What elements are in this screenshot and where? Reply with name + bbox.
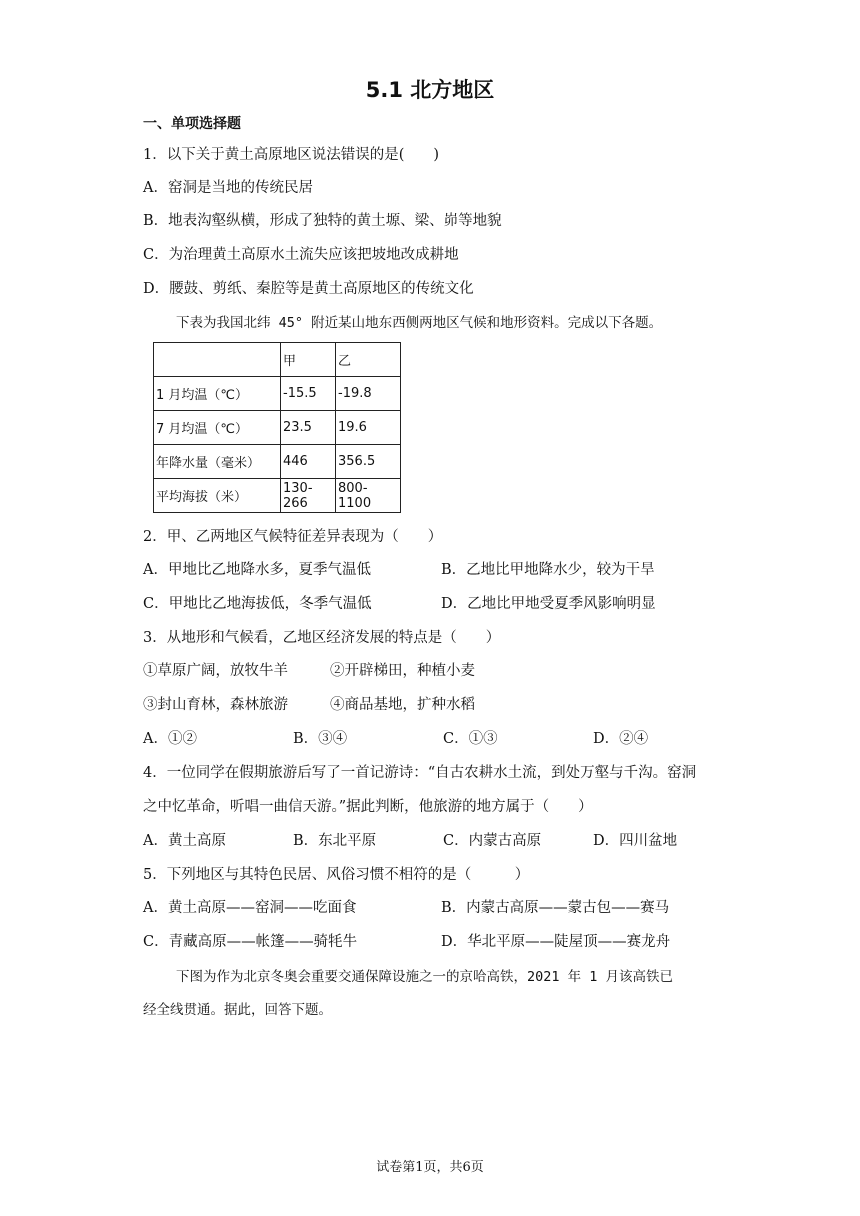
q3-item-1: ①草原广阔，放牧牛羊 bbox=[143, 663, 288, 679]
climate-table bbox=[153, 342, 401, 513]
q2-option-c: C．甲地比乙地海拔低，冬季气温低 bbox=[143, 596, 372, 612]
q2-option-b: B．乙地比甲地降水少，较为干旱 bbox=[441, 562, 655, 578]
q3-option-c: C．①③ bbox=[443, 731, 498, 747]
q2-option-d: D．乙地比甲地受夏季风影响明显 bbox=[441, 596, 656, 612]
q5-option-c: C．青藏高原——帐篷——骑牦牛 bbox=[143, 934, 358, 950]
q1-stem: 1．以下关于黄土高原地区说法错误的是( ) bbox=[143, 147, 440, 163]
table-cell: 356.5 bbox=[336, 445, 401, 479]
q1-option-c: C．为治理黄土高原水土流失应该把坡地改成耕地 bbox=[143, 247, 459, 263]
q1-option-d: D．腰鼓、剪纸、秦腔等是黄土高原地区的传统文化 bbox=[143, 281, 474, 297]
section-heading: 一、单项选择题 bbox=[143, 116, 241, 132]
q1-option-a: A．窑洞是当地的传统民居 bbox=[143, 180, 313, 196]
table-cell: 7 月均温（℃） bbox=[154, 411, 281, 445]
q5-option-b: B．内蒙古高原——蒙古包——赛马 bbox=[441, 900, 670, 916]
table-cell: 年降水量（毫米） bbox=[154, 445, 281, 479]
table-row bbox=[154, 479, 401, 513]
q3-option-b: B．③④ bbox=[293, 731, 348, 747]
page-title: 5.1 北方地区 bbox=[365, 78, 495, 102]
q3-stem: 3．从地形和气候看，乙地区经济发展的特点是（ ） bbox=[143, 630, 501, 646]
q2-option-a: A．甲地比乙地降水多，夏季气温低 bbox=[143, 562, 371, 578]
q3-item-4: ④商品基地，扩种水稻 bbox=[330, 697, 475, 713]
q4-option-a: A．黄土高原 bbox=[143, 833, 226, 849]
table-cell: 乙 bbox=[336, 343, 401, 377]
q3-item-2: ②开辟梯田，种植小麦 bbox=[330, 663, 475, 679]
table-cell: 平均海拔（米） bbox=[154, 479, 281, 513]
table-cell: 446 bbox=[281, 445, 336, 479]
q4-option-d: D．四川盆地 bbox=[593, 833, 678, 849]
table-row bbox=[154, 377, 401, 411]
table-cell: -15.5 bbox=[281, 377, 336, 411]
table-cell: 130-266 bbox=[281, 479, 336, 513]
q3-item-3: ③封山育林，森林旅游 bbox=[143, 697, 288, 713]
q4-stem-line1: 4．一位同学在假期旅游后写了一首记游诗：“自古农耕水土流，到处万壑与千沟。窑洞 bbox=[143, 765, 697, 781]
q2-stem: 2．甲、乙两地区气候特征差异表现为（ ） bbox=[143, 529, 443, 545]
table-row bbox=[154, 411, 401, 445]
q5-stem: 5．下列地区与其特色民居、风俗习惯不相符的是（ ） bbox=[143, 867, 530, 883]
q4-option-b: B．东北平原 bbox=[293, 833, 377, 849]
q4-option-c: C．内蒙古高原 bbox=[443, 833, 542, 849]
table-header-row bbox=[154, 343, 401, 377]
table-cell: 甲 bbox=[281, 343, 336, 377]
q1-option-b: B．地表沟壑纵横，形成了独特的黄土塬、梁、峁等地貌 bbox=[143, 213, 502, 229]
q3-option-d: D．②④ bbox=[593, 731, 649, 747]
table-cell: 1 月均温（℃） bbox=[154, 377, 281, 411]
table-row bbox=[154, 445, 401, 479]
q5-option-d: D．华北平原——陡屋顶——赛龙舟 bbox=[441, 934, 671, 950]
table-intro: 下表为我国北纬 45° 附近某山地东西侧两地区气候和地形资料。完成以下各题。 bbox=[176, 315, 663, 331]
table-cell: -19.8 bbox=[336, 377, 401, 411]
q5-option-a: A．黄土高原——窑洞——吃面食 bbox=[143, 900, 357, 916]
table-cell: 19.6 bbox=[336, 411, 401, 445]
table-cell: 800-1100 bbox=[336, 479, 401, 513]
table-cell: 23.5 bbox=[281, 411, 336, 445]
q3-option-a: A．①② bbox=[143, 731, 197, 747]
table-cell bbox=[154, 343, 281, 377]
figure-intro-line2: 经全线贯通。据此，回答下题。 bbox=[143, 1002, 332, 1018]
page-footer: 试卷第1页，共6页 bbox=[376, 1160, 484, 1175]
figure-intro-line1: 下图为作为北京冬奥会重要交通保障设施之一的京哈高铁，2021 年 1 月该高铁已 bbox=[176, 969, 674, 985]
q4-stem-line2: 之中忆革命，听唱一曲信天游。”据此判断，他旅游的地方属于（ ） bbox=[143, 799, 593, 815]
